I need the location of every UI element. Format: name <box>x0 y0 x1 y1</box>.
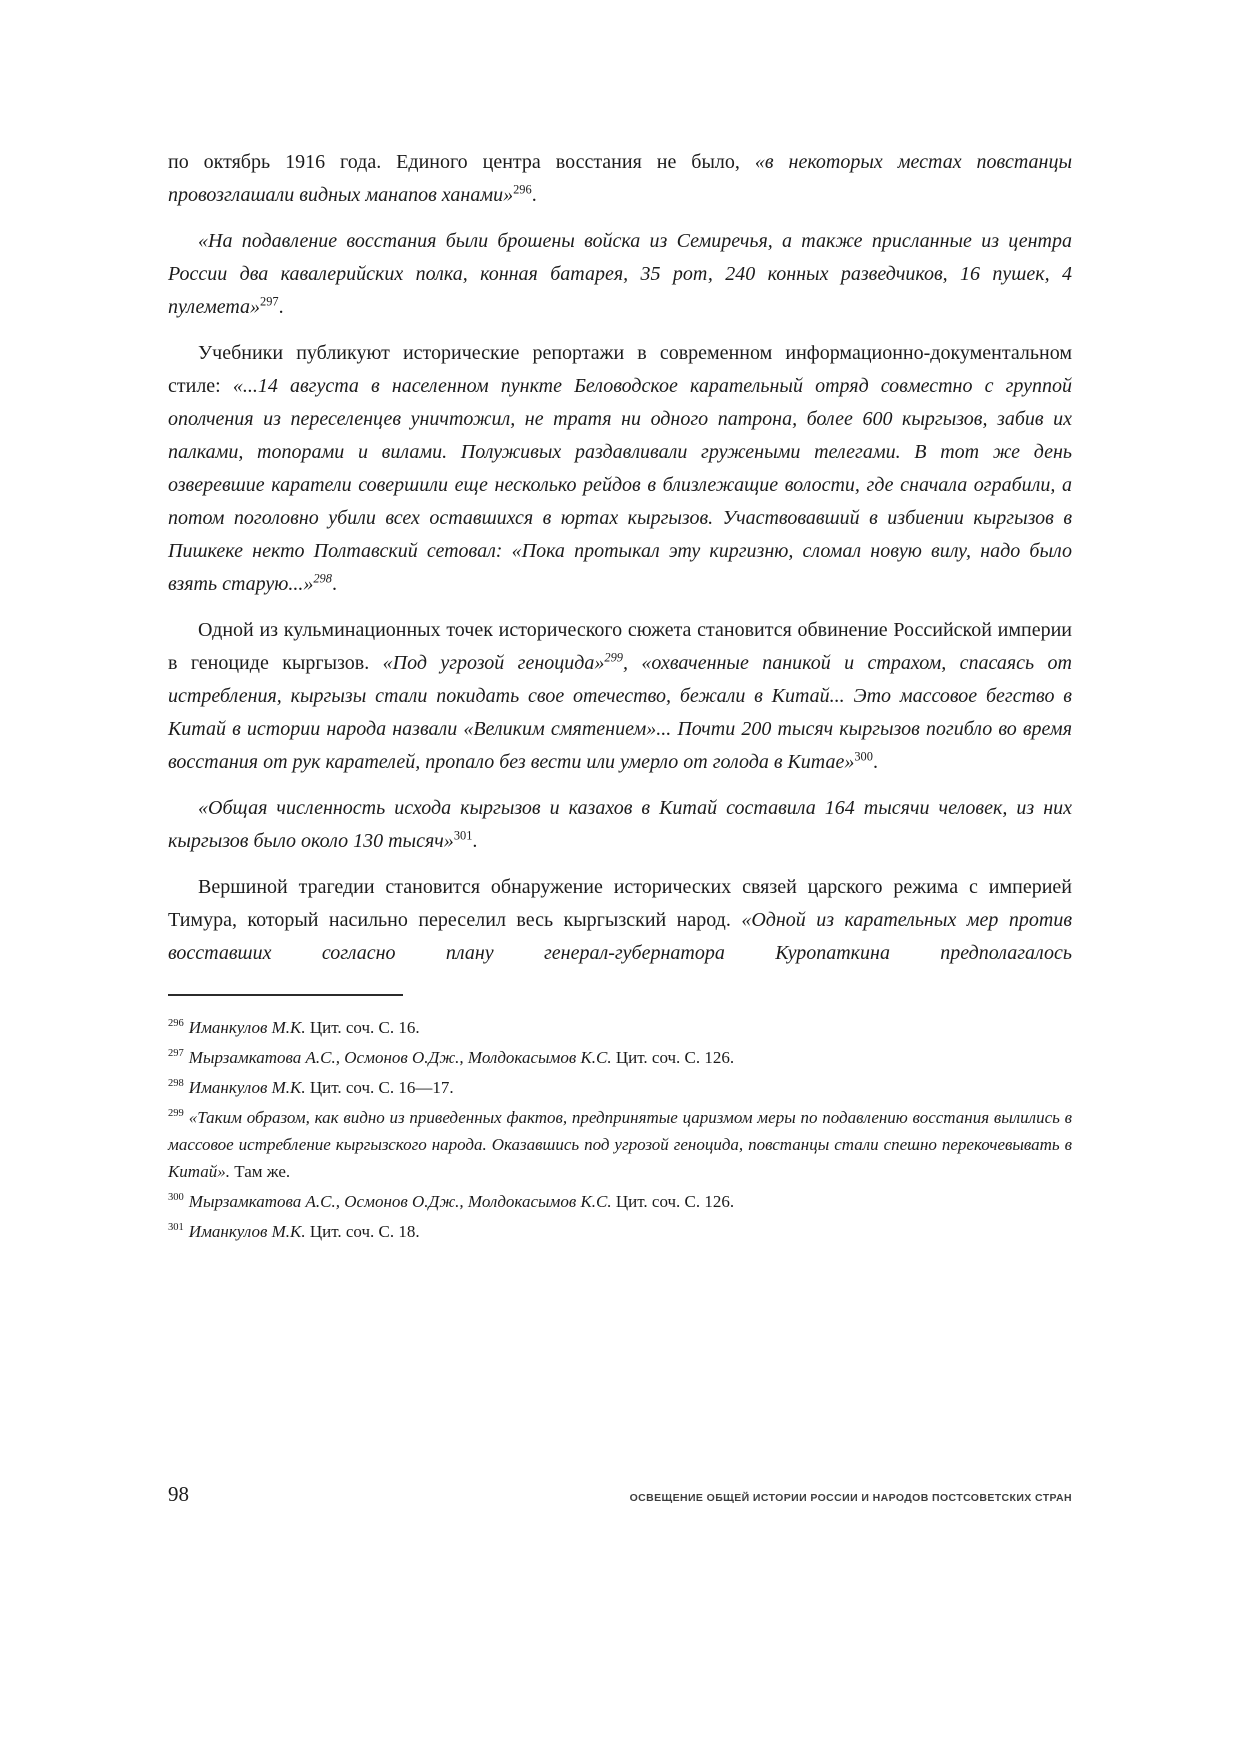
footnote-number: 300 <box>168 1192 184 1204</box>
footnote-text: Иманкулов М.К. Цит. соч. С. 16—17. <box>188 1078 454 1097</box>
footnote-text: Иманкулов М.К. Цит. соч. С. 16. <box>188 1018 420 1037</box>
footnote-number: 297 <box>168 1048 184 1060</box>
footnote-text: Иманкулов М.К. Цит. соч. С. 18. <box>188 1222 420 1241</box>
page-number: 98 <box>168 1482 189 1506</box>
page-content <box>168 146 1072 1248</box>
footnote-number: 298 <box>168 1078 184 1090</box>
body-paragraph: Учебники публикуют исторические репортажи в современном информационно-документальном стиле: «...14 августа в населенном пункте Беловодское карательный отряд совместно с группой ополчения из переселенцев уничтожил, не тратя ни одного патрона, более 600 кыргызов, забив их палками, топорами и вилами. Полуживых раздавливали гружеными телегами. В тот же день озверевшие каратели совершили еще несколько рейдов в близлежащие волости, где сначала ограбили, а потом поголовно убили всех оставшихся в юртах кыргызов. Участвовавший в избиении кыргызов в Пишкеке некто Полтавский сетовал: «Пока протыкал эту киргизню, сломал новую вилу, надо было взять старую...»$^{298}$. <box>168 342 1073 595</box>
footnote <box>168 1074 1072 1101</box>
footnote <box>168 1218 1072 1245</box>
footnote-text: Мырзамкатова А.С., Осмонов О.Дж., Молдокасымов К.С. Цит. соч. С. 126. <box>188 1048 735 1067</box>
body-paragraph: Одной из кульминационных точек исторического сюжета становится обвинение Российской империи в геноциде кыргызов. «Под угрозой геноцида»$^{299}$, «охваченные паникой и страхом, спасаясь от истребления, кыргызы стали покидать свое отечество, бежали в Китай... Это массовое бегство в Китай в истории народа назвали «Великим смятением»... Почти 200 тысяч кыргызов погибло во время восстания от рук карателей, пропало без вести или умерло от голода в Китае»$^{300}$. <box>168 619 1072 773</box>
footnote-number: 299 <box>168 1108 184 1120</box>
body-paragraph: по октябрь 1916 года. Единого центра восстания не было, «в некоторых местах повстанцы провозглашали видных манапов ханами»$^{296}$. <box>168 151 1072 206</box>
footnote-text: Мырзамкатова А.С., Осмонов О.Дж., Молдокасымов К.С. Цит. соч. С. 126. <box>188 1192 735 1211</box>
footnote-number: 296 <box>168 1018 184 1030</box>
page-footer <box>168 1482 1072 1507</box>
running-title: ОСВЕЩЕНИЕ ОБЩЕЙ ИСТОРИИ РОССИИ И НАРОДОВ ПОСТСОВЕТСКИХ СТРАН <box>629 1492 1072 1504</box>
footnotes-block <box>168 1014 1072 1245</box>
footnote <box>168 1014 1072 1041</box>
footnote <box>168 1104 1072 1185</box>
footnote-number: 301 <box>168 1222 184 1234</box>
footnote <box>168 1188 1072 1215</box>
body-paragraph: «На подавление восстания были брошены войска из Семиречья, а также присланные из центра России два кавалерийских полка, конная батарея, 35 рот, 240 конных разведчиков, 16 пушек, 4 пулемета»$^{297}$. <box>168 230 1072 318</box>
body-paragraph: Вершиной трагедии становится обнаружение исторических связей царского режима с империей Тимура, который насильно переселил весь кыргызский народ. «Одной из карательных мер против восставших согласно плану генерал-губернатора Куропаткина предполагалось <box>168 876 1072 964</box>
footnote-separator <box>168 994 403 996</box>
body-paragraph: «Общая численность исхода кыргызов и казахов в Китай составила 164 тысячи человек, из них кыргызов было около 130 тысяч»$^{301}$. <box>168 797 1072 852</box>
footnote <box>168 1044 1072 1071</box>
footnote-text: «Таким образом, как видно из приведенных фактов, предпринятые царизмом меры по подавлению восстания вылились в массовое истребление кыргызского народа. Оказавшись под угрозой геноцида, повстанцы стали спешно перекочевывать в Китай». Там же. <box>168 1108 1072 1181</box>
